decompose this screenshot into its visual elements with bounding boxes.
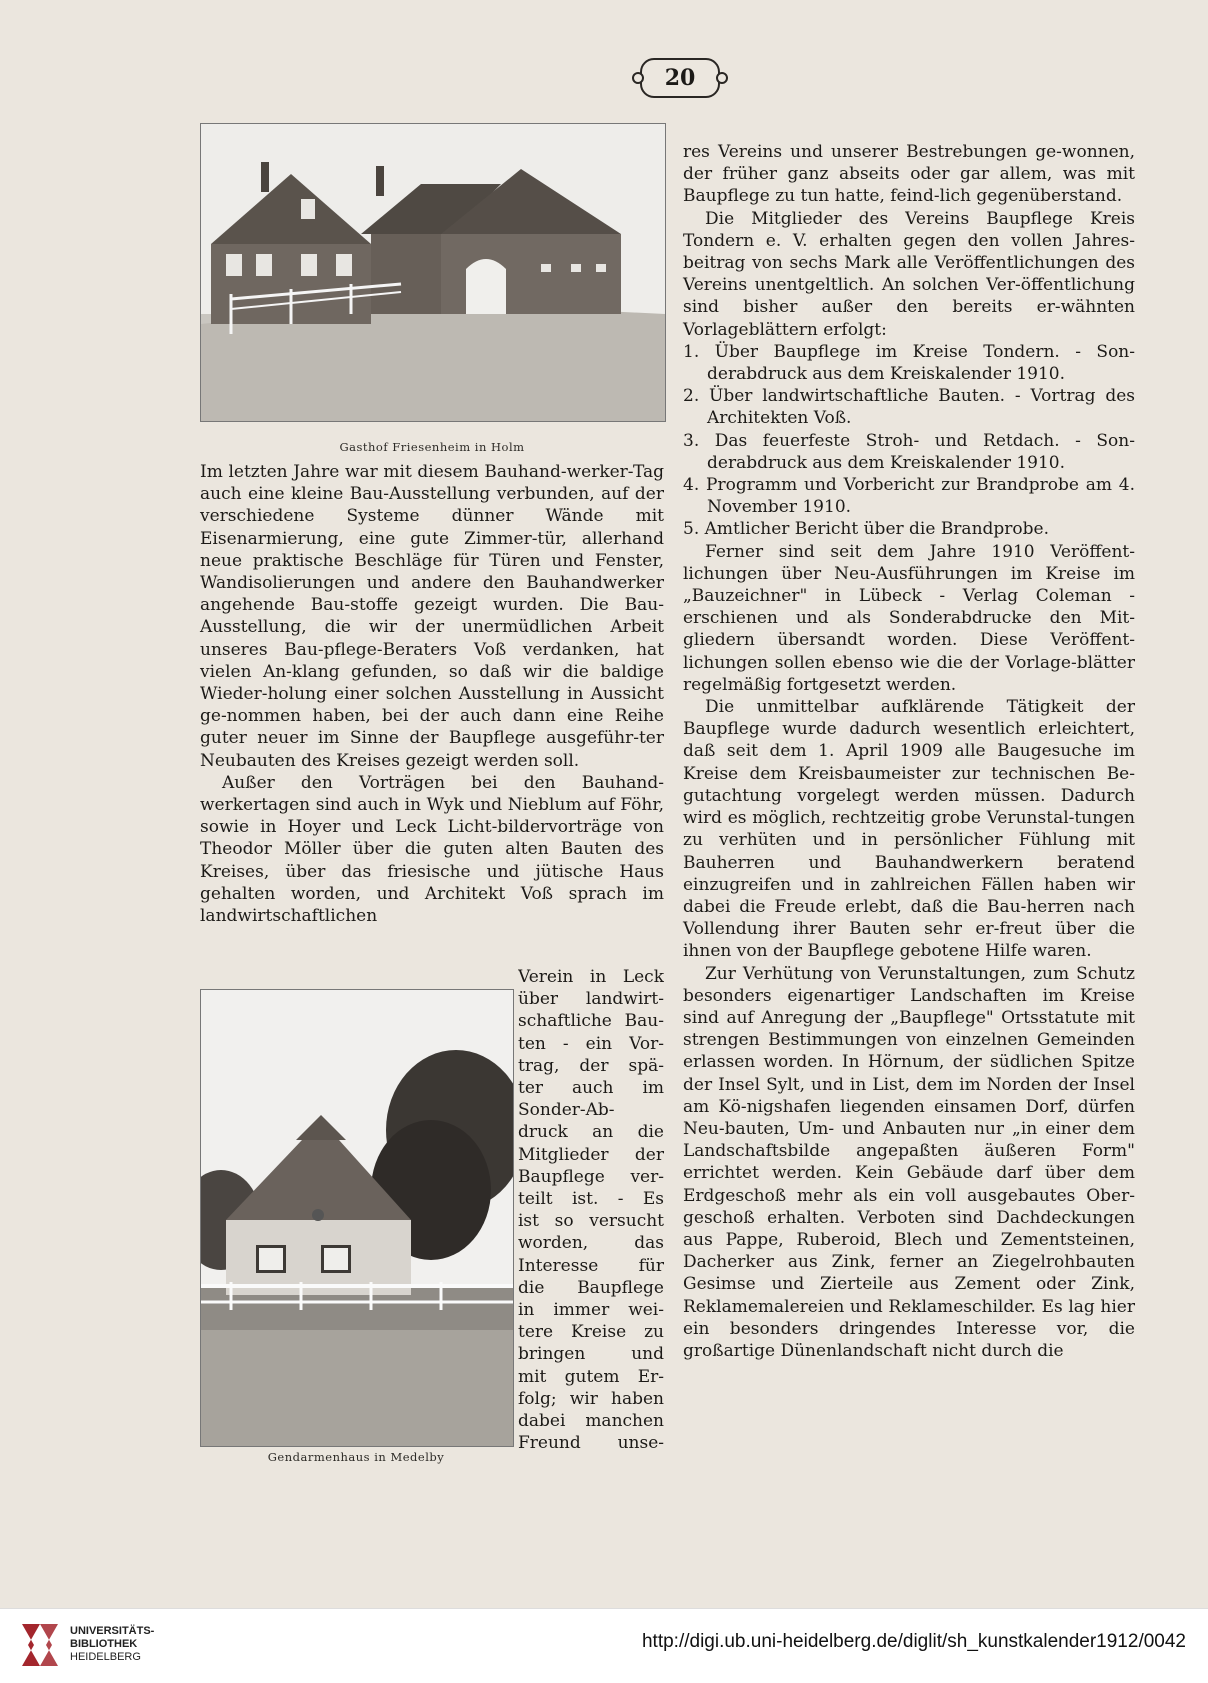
text-line: Mitglieder der [518, 1144, 664, 1165]
logo-line: BIBLIOTHEK [70, 1638, 138, 1650]
paragraph: Die Mitglieder des Vereins Baupflege Kreis Tondern e. V. erhalten gegen den vollen Jahres-beitrag von sechs Mark alle Veröffentlichungen des Vereins unentgeltlich. An solchen Ver-öffentlichung sind bisher außer den bereits er-wähnten Vorlageblättern erfolgt: [683, 208, 1135, 340]
text-line: Verein in Leck [518, 967, 664, 987]
list-item: 4. Programm und Vorbericht zur Brandprobe am 4. November 1910. [683, 475, 1135, 518]
paragraph: Im letzten Jahre war mit diesem Bauhand-werker-Tag auch eine kleine Bau-Ausstellung verbunden, auf der verschiedene Systeme dünner Wände mit Eisenarmierung, eine gute Zimmer-tür, allerhand neue praktische Beschläge für Türen und Fenster, Wandisolierungen und andere den Bauhandwerker angehende Bau-stoffe gezeigt wurden. Die Bau-Ausstellung, die wir der unermüdlichen Arbeit unseres Bau-pflege-Beraters Voß verdanken, hat vielen An-klang gefunden, so daß wir die baldige Wieder-holung einer solchen Ausstellung in Aussicht ge-nommen haben, bei der auch dann eine Reihe guter neuer im Sinne der Baupflege ausgeführ-ter Neubauten des Kreises gezeigt werden soll. [200, 462, 664, 771]
left-narrow-text [518, 966, 664, 1454]
text-line: trag, der spä- [518, 1055, 664, 1076]
text-line: folg; wir haben [518, 1388, 664, 1409]
photo-caption: Gendarmenhaus in Medelby [267, 1450, 445, 1464]
text-line: Interesse für [518, 1255, 664, 1276]
text-line: teilt ist. - Es [518, 1189, 664, 1210]
paragraph: Außer den Vorträgen bei den Bauhand-werkertagen sind auch in Wyk und Nieblum auf Föhr, sowie in Hoyer und Leck Licht-bildervorträge von Theodor Möller über die guten alten Bauten des Kreises, über das friesische und jütische Haus gehalten worden, und Architekt Voß sprach im landwirtschaftlichen [200, 772, 664, 927]
text-line: ist so versucht [518, 1211, 664, 1232]
text-line: tere Kreise zu [518, 1322, 664, 1343]
photo-gasthof [200, 123, 666, 422]
text-line: ter auch im [518, 1078, 664, 1099]
text-line: dabei manchen [518, 1411, 664, 1432]
text-line: druck an die [518, 1122, 664, 1143]
text-line: worden, das [518, 1233, 664, 1254]
photo-caption: Gasthof Friesenheim in Holm [339, 440, 525, 454]
text-line: Baupflege ver- [518, 1166, 664, 1187]
list-item: 3. Das feuerfeste Stroh- und Retdach. - Son-derabdruck aus dem Kreiskalender 1910. [683, 430, 1135, 473]
footer-bar [0, 1608, 1208, 1683]
library-logo-icon[interactable] [18, 1622, 62, 1668]
library-logo-text[interactable] [70, 1625, 190, 1664]
logo-line: UNIVERSITÄTS- [70, 1625, 155, 1637]
paragraph: Zur Verhütung von Verunstaltungen, zum Schutz besonders eigenartiger Landschaften im Kreise sind auf Anregung der „Baupflege" Ortsstatute mit strengen Bestimmungen von einzelnen Gemeinden erlassen worden. In Hörnum, der südlichen Spitze der Insel Sylt, und in List, dem im Norden der Insel am Kö-nigshafen liegenden einsamen Dorf, dürfen Neu-bauten, Um- und Anbauten nur „in einer dem Landschaftsbilde angepaßten äußeren Form" errichtet werden. Kein Gebäude darf über dem Erdgeschoß mehr als ein voll ausgebautes Ober-geschoß erhalten. Verboten sind Dachdeckungen aus Pappe, Ruberoid, Blech und Zementsteinen, Dacherker aus Zink, ferner an Ziegelrohbauten Gesimse und Zierteile aus Zement oder Zink, Reklamemalereien und Reklameschilder. Es lag hier ein besonders dringendes Interesse vor, die großartige Dünenlandschaft nicht durch die [683, 963, 1135, 1361]
text-line: schaftliche Bau- [518, 1011, 664, 1032]
text-line: ten - ein Vor- [518, 1033, 664, 1054]
paragraph: Ferner sind seit dem Jahre 1910 Veröffent-lichungen über Neu-Ausführungen im Kreise im „Bauzeichner" in Lübeck - Verlag Coleman - erschienen und als Sonderabdrucke den Mit-gliedern übersandt worden. Diese Veröffent-lichungen sollen ebenso wie die der Vorlage-blätter regelmäßig fortgesetzt werden. [683, 541, 1135, 695]
right-column-text [683, 141, 1135, 1362]
text-line: Sonder-Ab- [518, 1100, 615, 1121]
list-item: 5. Amtlicher Bericht über die Brandprobe. [683, 519, 1049, 540]
list-item: 1. Über Baupflege im Kreise Tondern. - Son-derabdruck aus dem Kreiskalender 1910. [683, 341, 1135, 385]
text-line: mit gutem Er- [518, 1366, 664, 1387]
source-url[interactable]: http://digi.ub.uni-heidelberg.de/diglit/sh_kunstkalender1912/0042 [641, 1631, 1186, 1652]
text-line: die Baupflege [518, 1277, 664, 1298]
logo-line: HEIDELBERG [70, 1651, 141, 1663]
paragraph: Die unmittelbar aufklärende Tätigkeit der Baupflege wurde dadurch wesentlich erleichtert, daß seit dem 1. April 1909 alle Baugesuche im Kreise dem Kreisbaumeister zur technischen Be-gutachtung vorgelegt werden müssen. Dadurch wird es möglich, rechtzeitig grobe Verunstal-tungen zu verhüten und in persönlicher Fühlung mit Bauherren und Bauhandwerkern beratend einzugreifen und in zahlreichen Fällen haben wir dabei die Freude erlebt, daß die Bau-herren nach Vollendung ihrer Bauten sehr er-freut über die ihnen von der Baupflege gebotene Hilfe waren. [683, 697, 1135, 962]
text-line: in immer wei- [518, 1300, 664, 1321]
text-line: Freund unse- [518, 1433, 664, 1454]
paragraph: res Vereins und unserer Bestrebungen ge-wonnen, der früher ganz abseits oder gar allem, was mit Baupflege zu tun hatte, feind-lich gegenüberstand. [683, 142, 1135, 207]
photo-gendarmenhaus [200, 989, 514, 1447]
text-line: über landwirt- [518, 989, 664, 1010]
left-column-text [200, 461, 664, 927]
text-line: bringen und [518, 1344, 664, 1365]
page-number: 20 [640, 58, 720, 98]
list-item: 2. Über landwirtschaftliche Bauten. - Vortrag des Architekten Voß. [683, 386, 1135, 429]
